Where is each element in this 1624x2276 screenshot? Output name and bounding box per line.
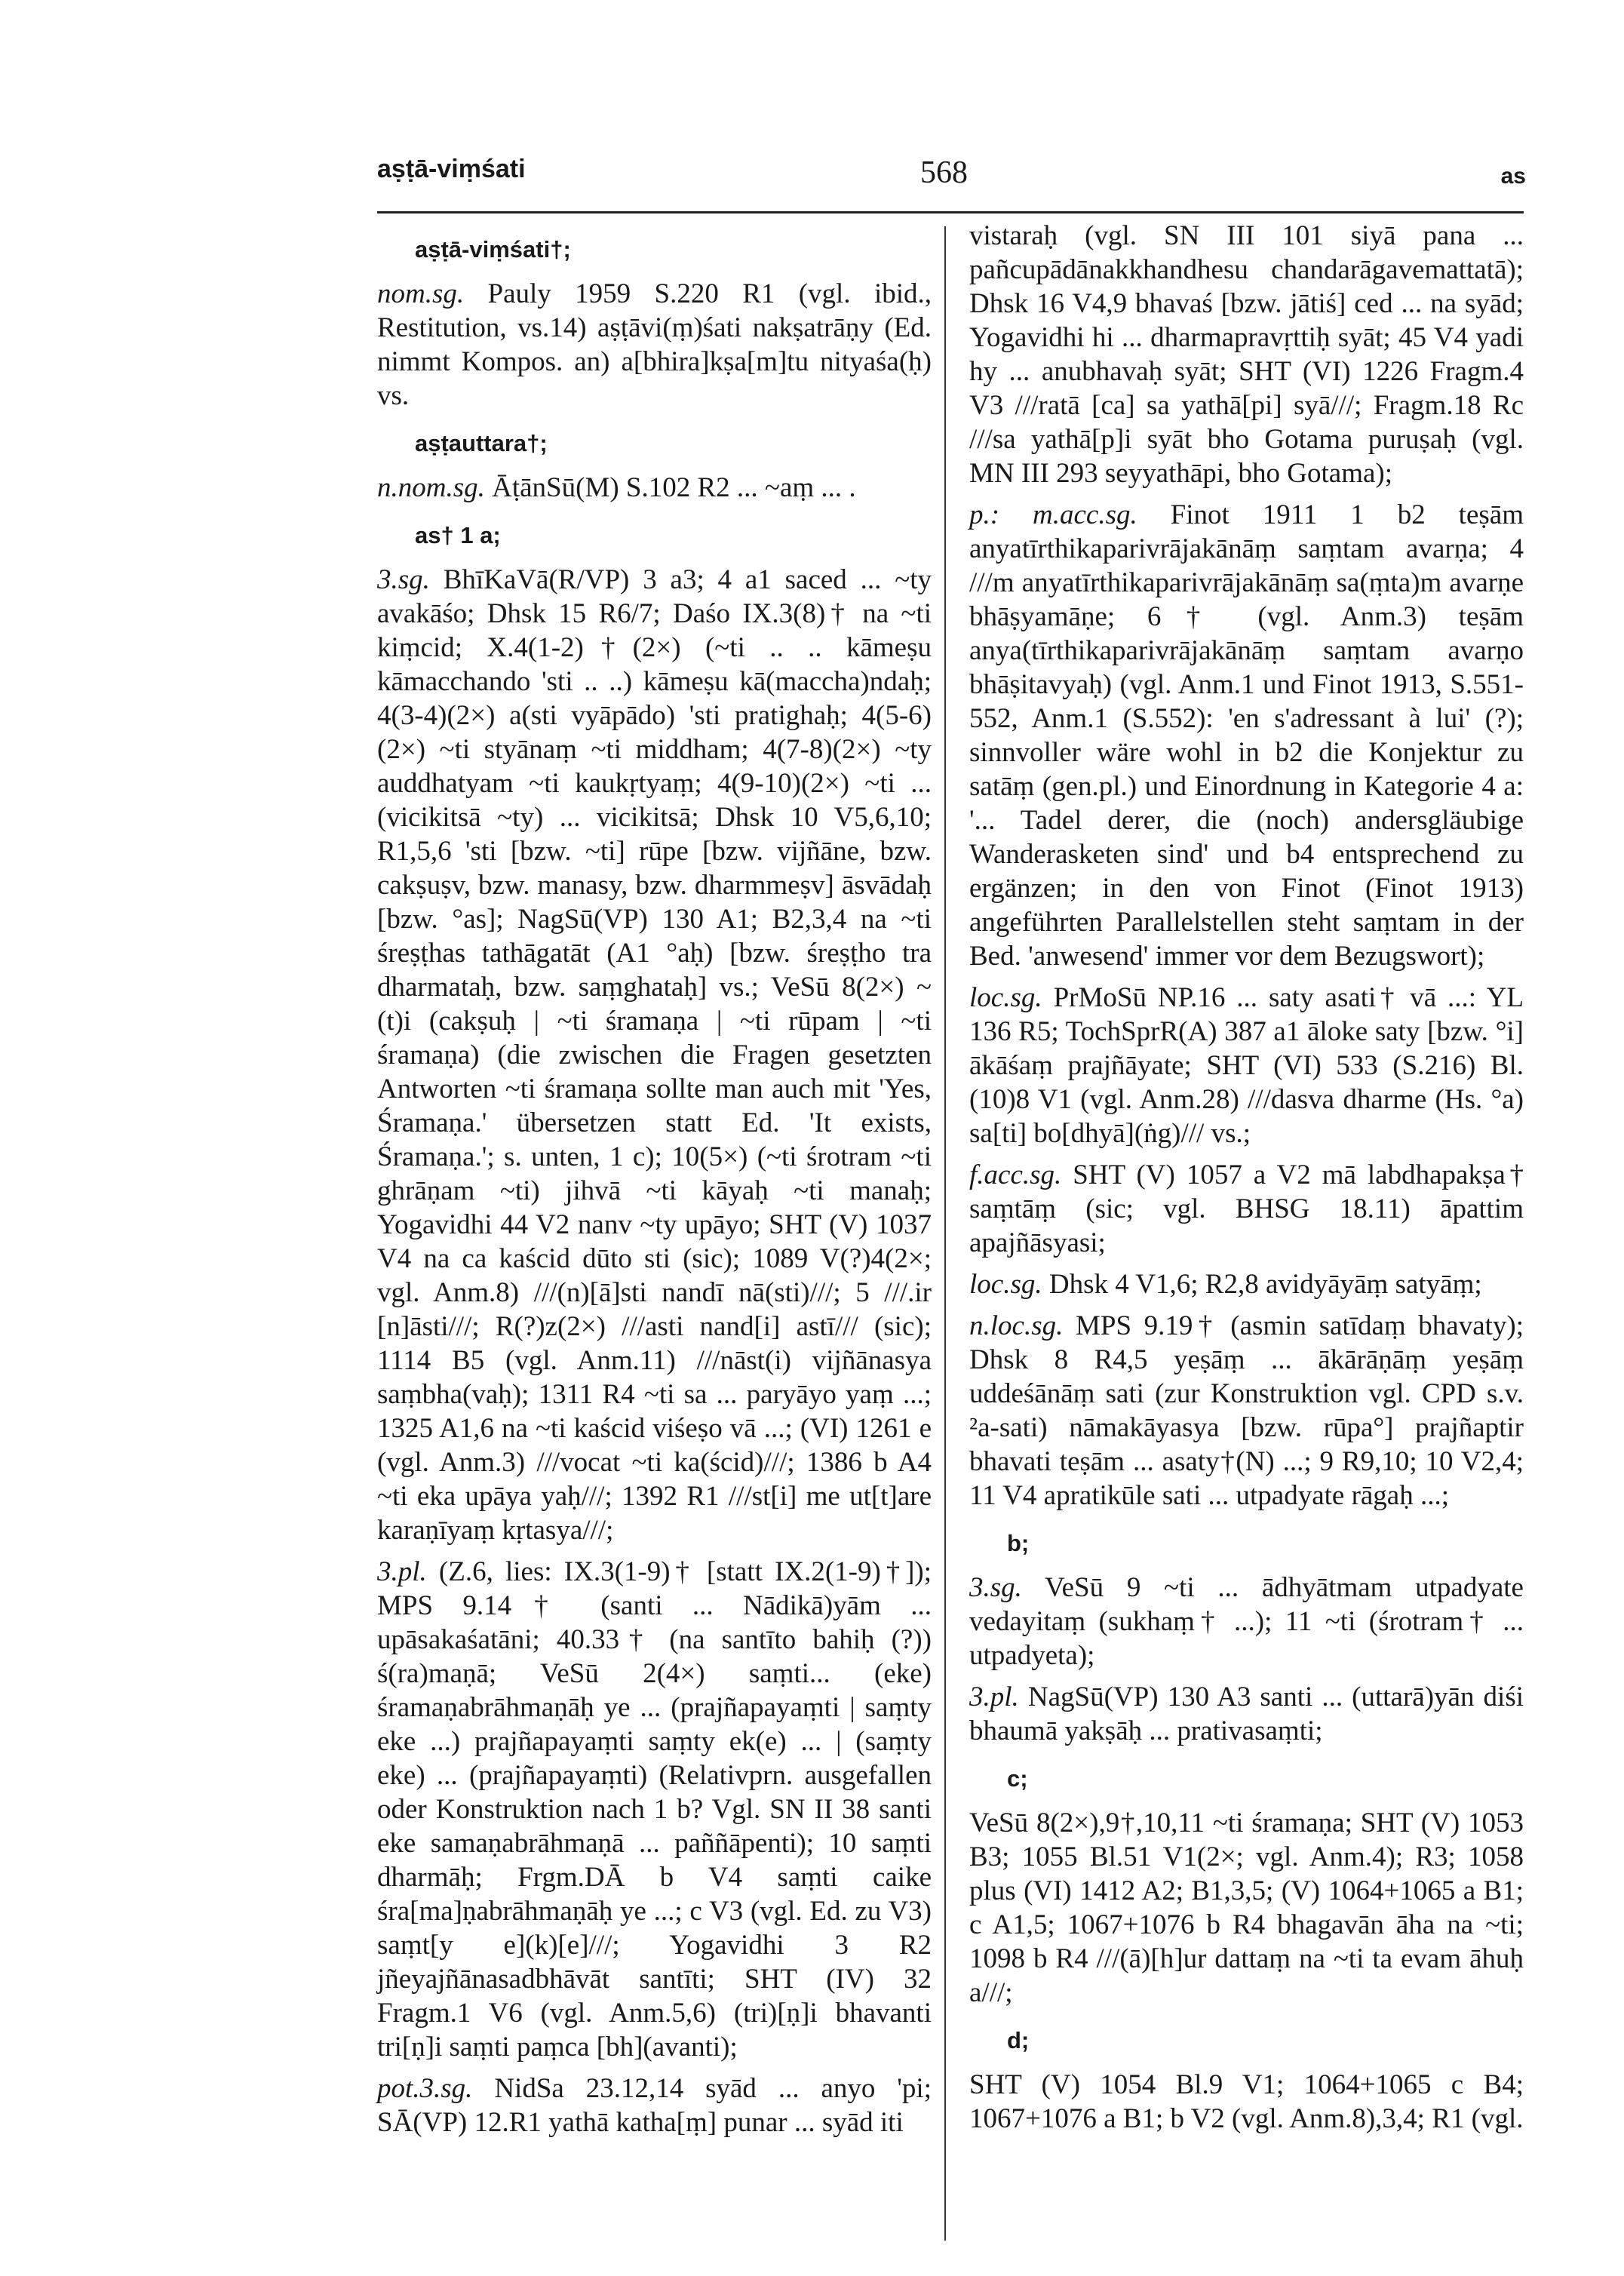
dictionary-entry [377,277,932,413]
grammar-label: p.: m.acc.sg. [969,499,1137,530]
lemma-heading: c; [1007,1765,1028,1792]
lemma-heading: d; [1007,2027,1030,2053]
entry-text: SHT (V) 1054 Bl.9 V1; 1064+1065 c B4; 1067+1076 a B1; b V2 (vgl. Anm.8),3,4; R1 (vgl. [969,2069,1524,2134]
running-head [377,155,1526,200]
dictionary-entry [377,2072,932,2139]
entry-text: VeSū 8(2×),9†,10,11 ~ti śramaṇa; SHT (V) 1053 B3; 1055 Bl.51 V1(2×; vgl. Anm.4); R3; 1058 plus (VI) 1412 A2; B1,3,5; (V) 1064+1065 a B1; c A1,5; 1067+1076 b R4 bhagavān āha na ~ti; 1098 b R4 ///(ā)[h]ur dattaṃ na ~ti ta evam āhuḥ a///; [969,1808,1524,2008]
lemma-heading: aṣṭā-viṃśati†; [415,236,571,263]
dictionary-entry [377,563,932,1547]
entry-text: MPS 9.19† (asmin satīdaṃ bhavaty); Dhsk 8 R4,5 yeṣāṃ ... ākārāṇāṃ yeṣāṃ uddeśānāṃ sati (zur Konstruktion vgl. CPD s.v. ²a-sati) nāmakāyasya [bzw. rūpa°] prajñaptir bhavati teṣām ... asaty†(N) ...; 9 R9,10; 10 V2,4; 11 V4 apratikūle sati ... utpadyate rāgaḥ ...; [969,1310,1524,1511]
dictionary-entry [969,1806,1524,2010]
dictionary-entry [969,498,1524,973]
dictionary-entry [969,1309,1524,1513]
grammar-label: pot.3.sg. [377,2073,473,2104]
entry-text: (Z.6, lies: IX.3(1-9)† [statt IX.2(1-9)†]); MPS 9.14† (santi ... Nādikā)yām ... upāsakaśatāni; 40.33† (na santīto bahiḥ (?)) ś(ra)maṇā; VeSū 2(4×) saṃti... (eke) śramaṇabrāhmaṇāḥ ye ... (prajñapayaṃti | saṃty eke ...) prajñapayaṃti saṃty ek(e) ... | (saṃty eke) ... (prajñapayaṃti) (Relativprn. ausgefallen oder Konstruktion nach 1 b? Vgl. SN II 38 santi eke samaṇabrāhmaṇā ... paññāpenti); 10 saṃti dharmāḥ; Frgm.DĀ b V4 saṃti caike śra[ma]ṇabrāhmaṇāḥ ye ...; c V3 (vgl. Ed. zu V3) saṃt[y e](k)[e]///; Yogavidhi 3 R2 jñeyajñānasadbhāvāt santīti; SHT (IV) 32 Fragm.1 V6 (vgl. Anm.5,6) (tri)[ṇ]i bhavanti tri[ṇ]i saṃti paṃca [bh](avanti); [377,1556,932,2063]
grammar-label: n.nom.sg. [377,472,485,503]
entry-text: BhīKaVā(R/VP) 3 a3; 4 a1 saced ... ~ty avakāśo; Dhsk 15 R6/7; Daśo IX.3(8)† na ~ti kiṃcid; X.4(1-2)†(2×) (~ti .. .. kāmeṣu kāmacchando 'sti .. ..) kāmeṣu kā(maccha)ndaḥ; 4(3-4)(2×) a(sti vyāpādo) 'sti pratighaḥ; 4(5-6)(2×) ~ti styānaṃ ~ti middham; 4(7-8)(2×) ~ty auddhatyam ~ti kaukṛtyaṃ; 4(9-10)(2×) ~ti ... (vicikitsā ~ty) ... vicikitsā; Dhsk 10 V5,6,10; R1,5,6 'sti [bzw. ~ti] rūpe [bzw. vijñāne, bzw. cakṣuṣv, bzw. manasy, bzw. dharmmeṣv] āsvādaḥ [bzw. °as]; NagSū(VP) 130 A1; B2,3,4 na ~ti śreṣṭhas tathāgatāt (A1 °aḥ) [bzw. śreṣṭho tra dharmataḥ, bzw. saṃghataḥ] vs.; VeSū 8(2×) ~(t)i (cakṣuḥ | ~ti śramaṇa | ~ti rūpam | ~ti śramaṇa) (die zwischen die Fragen gesetzten Antworten ~ti śramaṇa sollte man auch mit 'Yes, Śramaṇa.' übersetzen statt Ed. 'It exists, Śramaṇa.'; s. unten, 1 c); 10(5×) (~ti śrotram ~ti ghrāṇam ~ti) jihvā ~ti kāyaḥ ~ti manaḥ; Yogavidhi 44 V2 nanv ~ty upāyo; SHT (V) 1037 V4 na ca kaścid dūto sti (sic); 1089 V(?)4(2×; vgl. Anm.8) ///(n)[ā]sti nandī nā(sti)///; 5 ///.ir [n]āsti///; R(?)z(2×) ///asti nand[i] astī/// (sic); 1114 B5 (vgl. Anm.11) ///nāst(i) vijñānasya saṃbha(vaḥ); 1311 R4 ~ti sa ... paryāyo yaṃ ...; 1325 A1,6 na ~ti kaścid viśeṣo vā ...; (VI) 1261 e (vgl. Anm.3) ///vocat ~ti ka(ścid)///; 1386 b A4 ~ti eka upāya yaḥ///; 1392 R1 ///st[i] me ut[t]are karaṇīyaṃ kṛtasya///; [377,564,932,1546]
dictionary-entry [969,1267,1524,1301]
grammar-label: loc.sg. [969,1269,1042,1300]
dictionary-entry [969,1680,1524,1748]
running-head-right: as [1500,164,1526,189]
entry-text: VeSū 9 ~ti ... ādhyātmam utpadyate vedayitaṃ (sukhaṃ† ...); 11 ~ti (śrotram† ... utpadyeta); [969,1572,1524,1671]
dictionary-entry [377,471,932,505]
column-divider [944,226,946,2241]
header-rule [377,211,1524,213]
page-number: 568 [920,155,968,190]
lemma-heading: b; [1007,1530,1030,1556]
grammar-label: n.loc.sg. [969,1310,1064,1341]
grammar-label: loc.sg. [969,982,1042,1013]
grammar-label: 3.sg. [377,564,430,595]
grammar-label: 3.pl. [377,1556,427,1587]
entry-text: NidSa 23.12,14 syād ... anyo 'pi; SĀ(VP) 12.R1 yathā katha[ṃ] punar ... syād iti [377,2073,932,2138]
right-column [969,219,1524,2143]
dictionary-entry [377,1555,932,2064]
grammar-label: 3.sg. [969,1572,1022,1603]
entry-text: vistaraḥ (vgl. SN III 101 siyā pana ... pañcupādānakkhandhesu chandarāgavemattatā); Dhsk 16 V4,9 bhavaś [bzw. jātiś] ced ... na syād; Yogavidhi hi ... dharmapravṛttiḥ syāt; 45 V4 yadi hy ... anubhavaḥ syāt; SHT (VI) 1226 Fragm.4 V3 ///ratā [ca] sa yathā[pi] syā///; Fragm.18 Rc ///sa yathā[p]i syāt bho Gotama puruṣaḥ (vgl. MN III 293 seyyathāpi, bho Gotama); [969,220,1524,489]
dictionary-entry [969,981,1524,1150]
grammar-label: f.acc.sg. [969,1160,1062,1190]
dictionary-entry [969,219,1524,490]
entry-text: NagSū(VP) 130 A3 santi ... (uttarā)yān diśi bhaumā yakṣāḥ ... prativasaṃti; [969,1682,1524,1746]
entry-text: Dhsk 4 V1,6; R2,8 avidyāyāṃ satyāṃ; [1048,1269,1482,1300]
dictionary-entry [969,1571,1524,1672]
entry-text: PrMoSū NP.16 ... saty asati† vā ...: YL 136 R5; TochSprR(A) 387 a1 āloke saty [bzw. °i] ākāśaṃ prajñāyate; SHT (VI) 533 (S.216) Bl.(10)8 V1 (vgl. Anm.28) ///dasva dharme (Hs. °a) sa[ti] bo[dhyā](ṅg)/// vs.; [969,982,1524,1149]
left-column [377,219,932,2147]
entry-text: Finot 1911 1 b2 teṣām anyatīrthikaparivrājakānāṃ saṃtam avarṇa; 4 ///m anyatīrthikaparivrājakānāṃ sa(ṃta)m avarṇe bhāṣyamāṇe; 6† (vgl. Anm.3) teṣām anya(tīrthikaparivrājakānāṃ saṃtam avarṇo bhāṣitavyaḥ) (vgl. Anm.1 und Finot 1913, S.551-552, Anm.1 (S.552): 'en s'adressant à lui' (?); sinnvoller wäre wohl in b2 die Konjektur zu satāṃ (gen.pl.) und Einordnung in Kategorie 4 a: '... Tadel derer, die (noch) andersgläubige Wanderasketen sind' und b4 entsprechend zu ergänzen; in den von Finot (Finot 1913) angeführten Parallelstellen steht saṃtam in der Bed. 'anwesend' immer vor dem Bezugswort); [969,499,1524,972]
lemma-heading: aṣṭauttara†; [415,430,548,456]
lemma-heading: as† 1 a; [415,522,501,548]
grammar-label: nom.sg. [377,278,465,309]
entry-text: Pauly 1959 S.220 R1 (vgl. ibid., Restitution, vs.14) aṣṭāvi(ṃ)śati nakṣatrāṇy (Ed. nimmt Kompos. an) a[bhira]kṣa[m]tu nityaśa(ḥ) vs. [377,278,932,411]
dictionary-entry [969,1158,1524,1260]
grammar-label: 3.pl. [969,1682,1019,1712]
entry-text: ĀṭānSū(M) S.102 R2 ... ~aṃ ... . [492,472,856,503]
dictionary-entry [969,2068,1524,2136]
running-head-left: aṣṭā-viṃśati [377,155,526,183]
entry-text: SHT (V) 1057 a V2 mā labdhapakṣa† saṃtāṃ (sic; vgl. BHSG 18.11) āpattim apajñāsyasi; [969,1160,1524,1258]
